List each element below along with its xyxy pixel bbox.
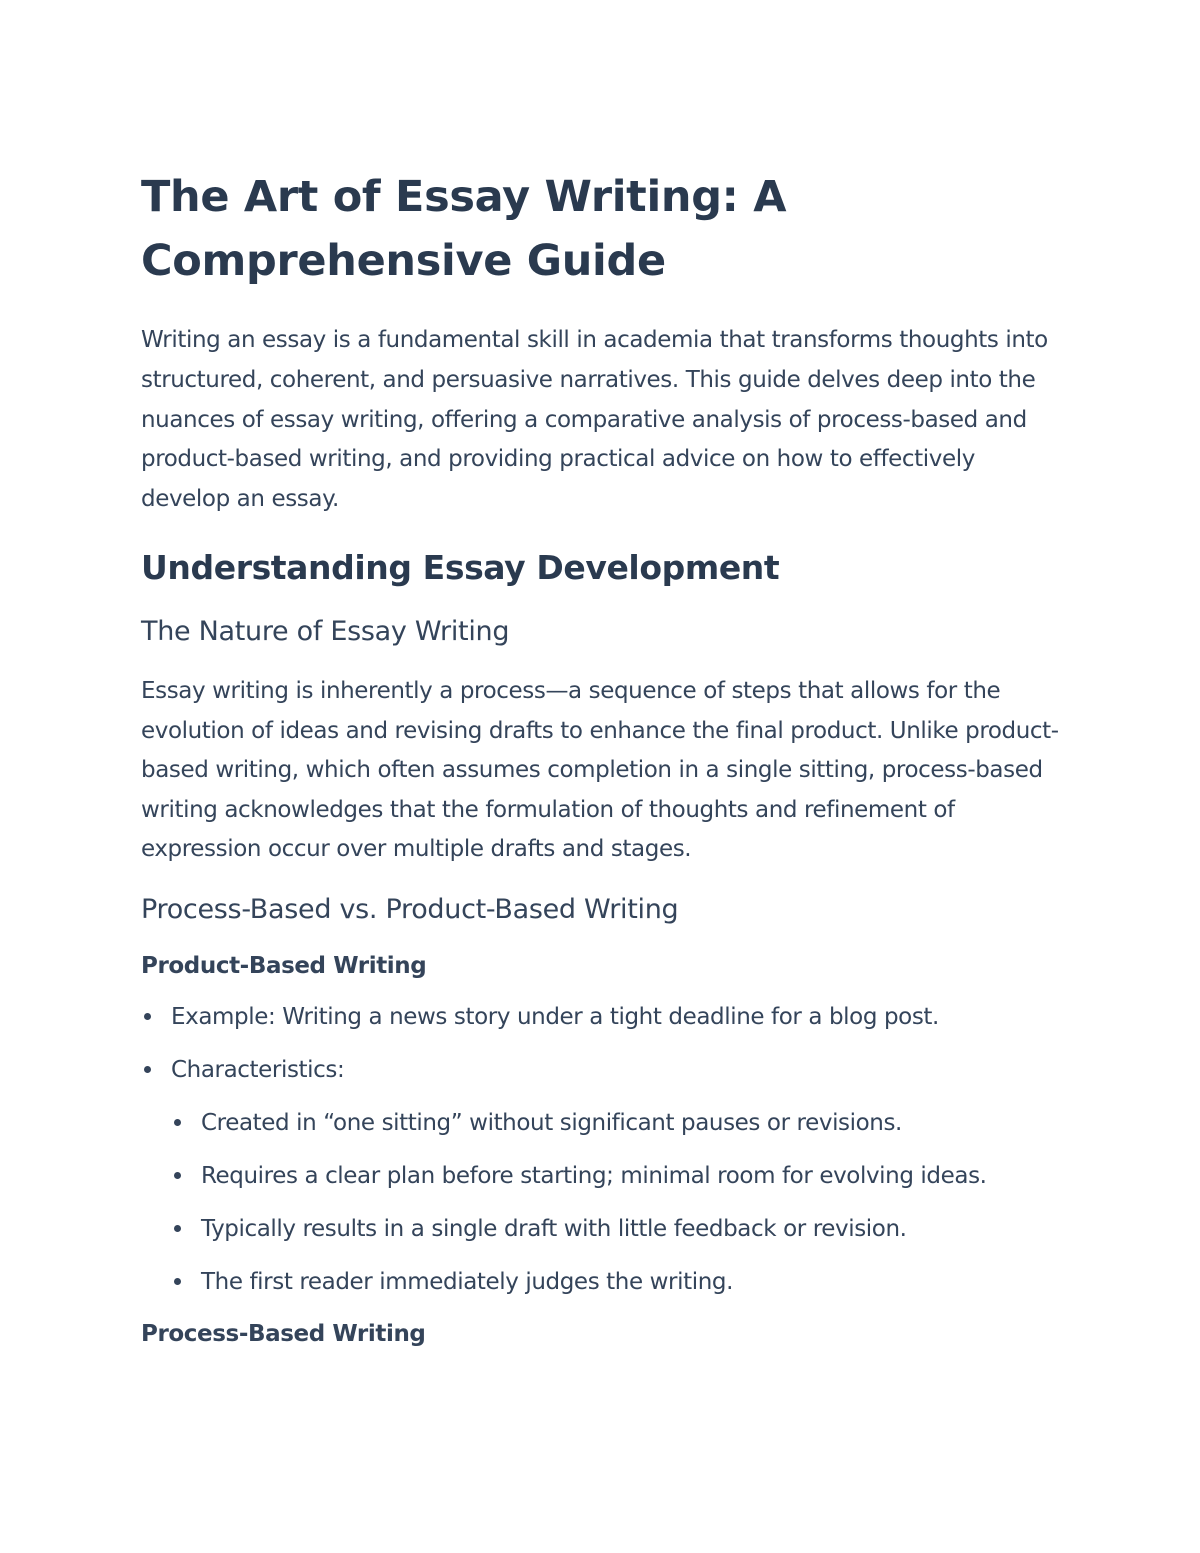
list-item-text: Created in “one sitting” without significant pauses or revisions. [201, 1109, 902, 1136]
intro-paragraph: Writing an essay is a fundamental skill in academia that transforms thoughts into structured, coherent, and persuasive narratives. This guide delves deep into the nuances of essay writing, offering a comparative analysis of process-based and product-based writing, and providing practical advice on how to effectively develop an essay. [141, 327, 1048, 513]
list-item-example [141, 998, 1061, 1036]
bullet-icon [174, 1119, 181, 1126]
bullet-icon [174, 1225, 181, 1232]
characteristics-list [141, 1104, 1061, 1301]
subsection-heading-process-vs-product: Process-Based vs. Product-Based Writing [141, 893, 679, 925]
nature-paragraph: Essay writing is inherently a process—a sequence of steps that allows for the evolution of ideas and revising drafts to enhance the final product. Unlike product-based writing, which often assumes completion in a single sitting, process-based writing acknowledges that the formulation of thoughts and refinement of expression occur over multiple drafts and stages. [141, 677, 1059, 863]
product-based-list [141, 998, 1061, 1301]
list-item [171, 1263, 1061, 1301]
list-item-text: Typically results in a single draft with little feedback or revision. [201, 1215, 907, 1242]
list-item-text: Example: Writing a news story under a tight deadline for a blog post. [171, 1003, 939, 1030]
subsection-heading-nature: The Nature of Essay Writing [141, 615, 510, 647]
list-item-text: Characteristics: [171, 1056, 345, 1083]
bullet-icon [174, 1278, 181, 1285]
document-page [141, 165, 1061, 1352]
section-heading-essay-development: Understanding Essay Development [141, 547, 780, 587]
bullet-icon [144, 1013, 151, 1020]
list-item [171, 1104, 1061, 1142]
bullet-icon [174, 1172, 181, 1179]
product-based-heading: Product-Based Writing [141, 952, 427, 979]
list-item-characteristics [141, 1051, 1061, 1301]
list-item-text: Requires a clear plan before starting; minimal room for evolving ideas. [201, 1162, 987, 1189]
list-item [171, 1210, 1061, 1248]
bullet-icon [144, 1066, 151, 1073]
process-based-heading: Process-Based Writing [141, 1320, 426, 1347]
document-title: The Art of Essay Writing: A Comprehensive Guide [141, 172, 787, 286]
list-item [171, 1157, 1061, 1195]
list-item-text: The first reader immediately judges the writing. [201, 1268, 733, 1295]
